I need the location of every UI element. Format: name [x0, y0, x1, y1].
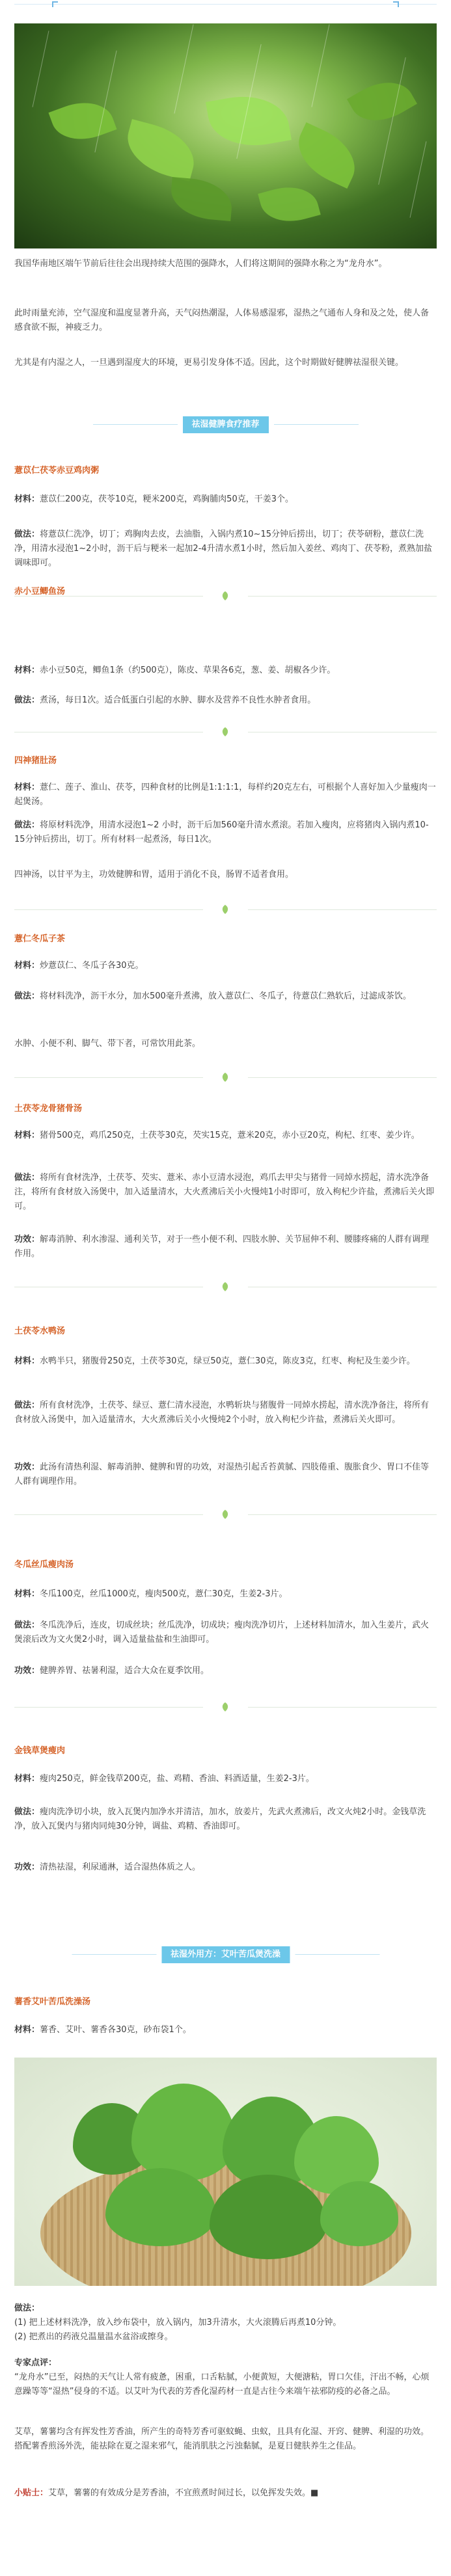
leaf-divider: [14, 1508, 437, 1521]
tip-text: 艾草，薯薯的有效成分是芳香油，不宜煎煮时间过长，以免挥发失效。■: [48, 2488, 319, 2498]
recipe-materials-8: 材料：瘦肉250克，鲜金钱草200克，盐、鸡精、香油、料酒适量，生姜2-3片。: [14, 1774, 314, 1784]
leaf-divider: [14, 725, 437, 738]
materials-text: 薏苡仁200克，茯苓10克，粳米200克，鸡胸脯肉50克，干姜3个。: [40, 494, 294, 504]
recipe-method-2: 做法：煮汤，每日1次。适合低蛋白引起的水肿、脚水及营养不良性水肿者食用。: [14, 695, 316, 705]
leaf-divider: [14, 903, 437, 916]
recipe-materials-2: 材料：赤小豆50克，鲫鱼1条（约500克），陈皮、草果各6克，葱、姜、胡椒各少许。: [14, 665, 336, 675]
recipe-materials-1: [14, 492, 437, 507]
leaf-icon: [220, 1281, 230, 1292]
materials-label: 材料：: [14, 494, 40, 504]
bath-title: 薯香艾叶苦瓜洗澡汤: [14, 1997, 91, 2007]
leaf-icon: [220, 1702, 230, 1712]
recipe-note-3: 四神汤，以甘平为主，功效健脾和胃，适用于消化不良，肠胃不适者食用。: [14, 870, 294, 879]
recipe-materials-7: 材料：冬瓜100克，丝瓜1000克，瘦肉500克，薏仁30克，生姜2-3片。: [14, 1589, 288, 1599]
recipe-effect-7: 功效：健脾养胃、祛暑利湿，适合大众在夏季饮用。: [14, 1666, 210, 1676]
bath-method-label: 做法：: [14, 2303, 40, 2313]
recipe-method-1: [14, 528, 437, 570]
bath-method-step-1: (1) 把上述材料洗净，放入纱布袋中，放入锅内，加3升清水，大火滚腾后再煮10分钟。: [14, 2318, 342, 2328]
leaf-icon: [220, 591, 230, 601]
recipe-effect-8: 功效：清热祛湿，利尿通淋，适合湿热体质之人。: [14, 1862, 201, 1872]
recipe-materials-4: 材料：炒薏苡仁、冬瓜子各30克。: [14, 961, 144, 971]
top-divider: [14, 4, 437, 5]
recipe-title-3: 四神猪肚汤: [14, 756, 57, 766]
rain-leaves-photo: [14, 23, 437, 248]
bath-method-step-2: (2) 把煮出的药液兑温量温水盆浴或擦身。: [14, 2332, 173, 2342]
recipe-title-5: 土茯苓龙骨猪骨汤: [14, 1104, 83, 1114]
leaf-icon: [220, 904, 230, 915]
leaf-divider: [14, 1700, 437, 1713]
recipe-effect-6: 功效：此汤有清热利湿、解毒消肿、健脾和胃的功效，对湿热引起舌苔黄腻、四肢倦重、腹胀食少、胃口不佳等人群有调理作用。: [14, 1462, 430, 1486]
leaf-divider: [14, 1280, 437, 1293]
recipe-materials-6: 材料：水鸭半只，猪腹骨250克，土茯苓30克，绿豆50克，薏仁30克，陈皮3克，红枣、枸杞及生姜少许。: [14, 1356, 415, 1366]
recipe-method-4: 做法：将材料洗净，沥干水分，加水500毫升煮沸，放入薏苡仁、冬瓜子，待薏苡仁熟软后，过滤成茶饮。: [14, 991, 411, 1001]
recipe-title-1: 薏苡仁茯苓赤豆鸡肉粥: [14, 466, 100, 476]
recipe-title-4: 薏仁冬瓜子茶: [14, 934, 66, 944]
herb-basket-photo: [14, 2058, 437, 2286]
recipe-method-7: 做法：冬瓜洗净后，连皮，切成丝块；丝瓜洗净，切成块；瘦肉洗净切片，上述材料加清水，加入生姜片，武火煲滚后改为文火煲2小时，调入适量盐盐和生油即可。: [14, 1620, 430, 1644]
leaf-divider: [14, 1071, 437, 1084]
leaf-divider: [14, 589, 437, 602]
method-label: 做法：: [14, 530, 40, 539]
method-text: 将薏苡仁洗净，切丁；鸡胸肉去皮，去油脂，入锅内煮10~15分钟后捞出，切丁；茯苓研粉，薏苡仁洗净，用清水浸泡1~2小时，沥干后与粳米一起加2-4升清水煮1小时，然后加入姜丝、鸡肉丁、茯苓粉，煮熟加盐调味即可。: [14, 530, 432, 568]
recipe-method-5: 做法：将所有食材洗净，土茯苓、芡实、薏米、赤小豆清水浸泡，鸡爪去甲尖与猪骨一同焯水捞起，清水洗净备注，将所有食材放入汤煲中，加入适量清水，大火煮沸后关小火慢炖1小时即可，放入枸杞少许盐，煮沸后关火即可。: [14, 1173, 435, 1211]
leaf-icon: [220, 1072, 230, 1082]
recipe-method-3: 做法：将原材料洗净，用清水浸泡1~2 小时，沥干后加560毫升清水煮滚。若加入瘦肉，应将猪肉入锅内煮10-15分钟后捞出，切丁。所有材料一起煮汤，每日1次。: [14, 820, 429, 844]
recipe-effect-5: 功效：解毒消肿、利水渗湿、通利关节，对于一些小便不利、四肢水肿、关节屈伸不利、腰膝疼痛的人群有调理作用。: [14, 1235, 430, 1259]
expert-comment: “龙舟水”已至，闷热的天气让人常有疲惫，困重，口舌粘腻，小便黄短，大便溏粘，胃口欠佳，汗出不畅，心烦意躁等等“湿热”侵身的不适。以艾叶为代表的芳香化湿药材一直是古往今来端午祛邪防疫的必备之品。: [14, 2372, 430, 2396]
recipe-title-7: 冬瓜丝瓜瘦肉汤: [14, 1560, 74, 1570]
recipe-method-6: 做法：所有食材洗净，土茯苓、绿豆、薏仁清水浸泡，水鸭斩块与猪腹骨一同焯水捞起，清水洗净备注，将所有食材放入汤煲中，加入适量清水，大火煮沸后关小火慢炖2个小时，放入枸杞少许盐，煮沸后关火即可。: [14, 1401, 430, 1425]
recipe-method-8: 做法：瘦肉洗净切小块，放入瓦煲内加净水并清洁，加水，放姜片，先武火煮沸后，改文火炖2小时。金钱草洗净，放入瓦煲内与猪肉同炖30分钟，调盐、鸡精、香油即可。: [14, 1807, 426, 1831]
recipe-title-2: 赤小豆鲫鱼汤: [14, 587, 66, 597]
expert-comment-2: 艾草，薯薯均含有挥发性芳香油，所产生的奇特芳香可驱蚊蝇、虫蚁，且具有化湿、开窍、健脾、利湿的功效。搭配薯香煎汤外洗，能祛除在夏之湿来邪气，能消肌肤之污浊黏腻，是夏日健肤养生之佳品。: [14, 2427, 430, 2451]
tip-label: 小贴士：: [14, 2488, 49, 2498]
recipe-note-4: 水肿、小便不利、脚气、带下者，可常饮用此茶。: [14, 1039, 201, 1049]
corner-mark-right: [393, 1, 399, 7]
intro-paragraph-3: 尤其是有内湿之人，一旦遇到湿度大的环境，更易引发身体不适。因此，这个时期做好健脾祛湿很关键。: [14, 358, 404, 368]
tip: [14, 2486, 437, 2501]
recipe-title-8: 金钱草煲瘦肉: [14, 1746, 66, 1756]
intro-paragraph-1: 我国华南地区端午节前后往往会出现持续大范围的强降水，人们将这期间的强降水称之为“龙舟水”。: [14, 259, 387, 269]
recipe-materials-3: 材料：薏仁、莲子、淮山、茯苓，四种食材的比例是1:1:1:1，每样约20克左右，可根据个人喜好加入少量瘦肉一起煲汤。: [14, 783, 436, 807]
corner-mark-left: [52, 1, 58, 7]
leaf-icon: [220, 727, 230, 737]
section-banner-bath: 祛湿外用方：艾叶苦瓜煲洗澡: [161, 1946, 290, 1963]
recipe-title-6: 土茯苓水鸭汤: [14, 1326, 66, 1336]
recipe-materials-5: 材料：猪骨500克，鸡爪250克，土茯苓30克，芡实15克，薏米20克，赤小豆20克，枸杞、红枣、姜少许。: [14, 1131, 420, 1140]
section-banner-diet: 祛湿健脾食疗推荐: [182, 416, 268, 433]
leaf-icon: [220, 1509, 230, 1520]
bath-materials: 材料：薯香、艾叶、薯香各30克，砂布袋1个。: [14, 2025, 191, 2035]
expert-comment-label: 专家点评：: [14, 2358, 57, 2368]
intro-paragraph-2: 此时雨量充沛，空气湿度和温度显著升高，天气闷热潮湿，人体易感湿邪，湿热之气通布人身和及之处，使人备感食欲不振，神疲乏力。: [14, 308, 430, 332]
